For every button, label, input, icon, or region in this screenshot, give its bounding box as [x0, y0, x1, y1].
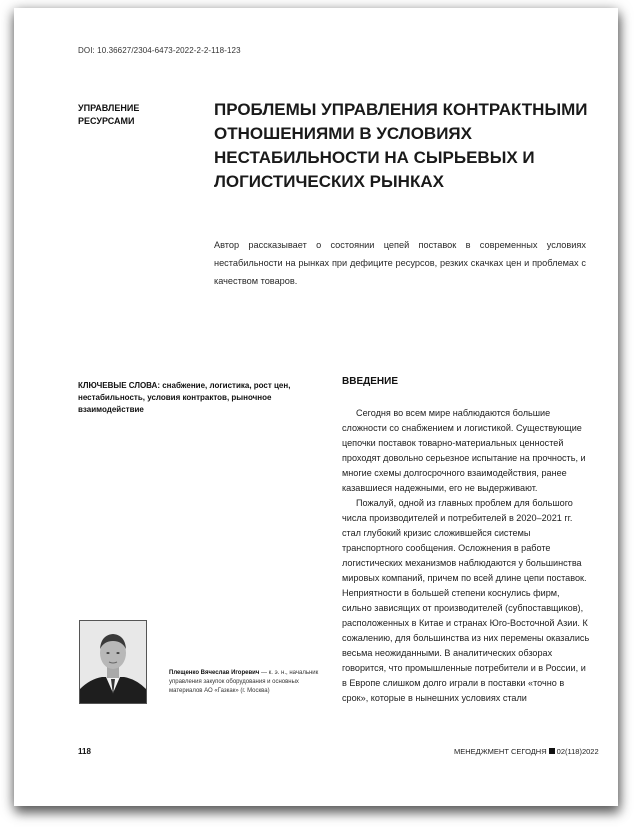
article-title: ПРОБЛЕМЫ УПРАВЛЕНИЯ КОНТРАКТНЫМИ ОТНОШЕНИЯМИ В УСЛОВИЯХ НЕСТАБИЛЬНОСТИ НА СЫРЬЕВЫХ И ЛОГИСТИЧЕСКИХ РЫНКАХ [214, 100, 588, 191]
author-photo [79, 620, 147, 704]
intro-paragraph-2: Пожалуй, одной из главных проблем для большого числа производителей и потребителей в 2020–2021 гг. стал глубокий кризис сложившейся системы транспортного сообщения. Осложнения в работе логистических механизмов наблюдаются у большинства мировых компаний, причем по всей длине цепи поставок. Неприятности в большей степени коснулись фирм, сильно зависящих от производителей (субпоставщиков), расположенных в Китае и странах Юго-Восточной Азии. К сожалению, для большинства из них перемены оказались весьма неожиданными. В аналитических обзорах говорится, что промышленные потребители и в России, и в Европе слишком долго играли в поставки «точно в срок», которые в нынешних условиях стали [342, 498, 590, 703]
journal-issue: 02(118)2022 [556, 747, 599, 756]
doi-line: DOI: 10.36627/2304-6473-2022-2-2-118-123 [78, 46, 241, 55]
keywords-block [78, 380, 323, 416]
intro-paragraph-1: Сегодня во всем мире наблюдаются большие сложности со снабжением и логистикой. Существующие цепочки поставок товарно-материальных ценностей проходят довольно серьезное испытание на прочность, и многие схемы долгосрочного взаимодействия, ранее казавшиеся надежными, его не выдерживают. [342, 408, 586, 493]
author-portrait-image [80, 621, 146, 703]
keywords-text: снабжение, логистика, рост цен, нестабильность, условия контрактов, рыночное взаимодействие [78, 381, 291, 414]
author-details: — к. э. н., начальник управления закупок оборудования и основных материалов АО «Газкак» (г. Москва) [169, 670, 319, 694]
page-number: 118 [78, 747, 91, 756]
intro-body [342, 406, 590, 706]
article-abstract: Автор рассказывает о состоянии цепей поставок в современных условиях нестабильности на рынках при дефиците ресурсов, резких скачках цен и проблемах с качеством товаров. [214, 240, 586, 286]
intro-heading: ВВЕДЕНИЕ [342, 376, 398, 387]
journal-name: МЕНЕДЖМЕНТ СЕГОДНЯ [454, 747, 547, 756]
author-info [169, 669, 329, 696]
section-label: УПРАВЛЕНИЕ РЕСУРСАМИ [78, 103, 140, 126]
journal-footer [454, 747, 599, 756]
keywords-label: КЛЮЧЕВЫЕ СЛОВА: [78, 381, 160, 390]
author-name: Плещенко Вячеслав Игоревич [169, 670, 260, 676]
square-separator-icon [549, 748, 555, 754]
journal-page [14, 8, 618, 806]
